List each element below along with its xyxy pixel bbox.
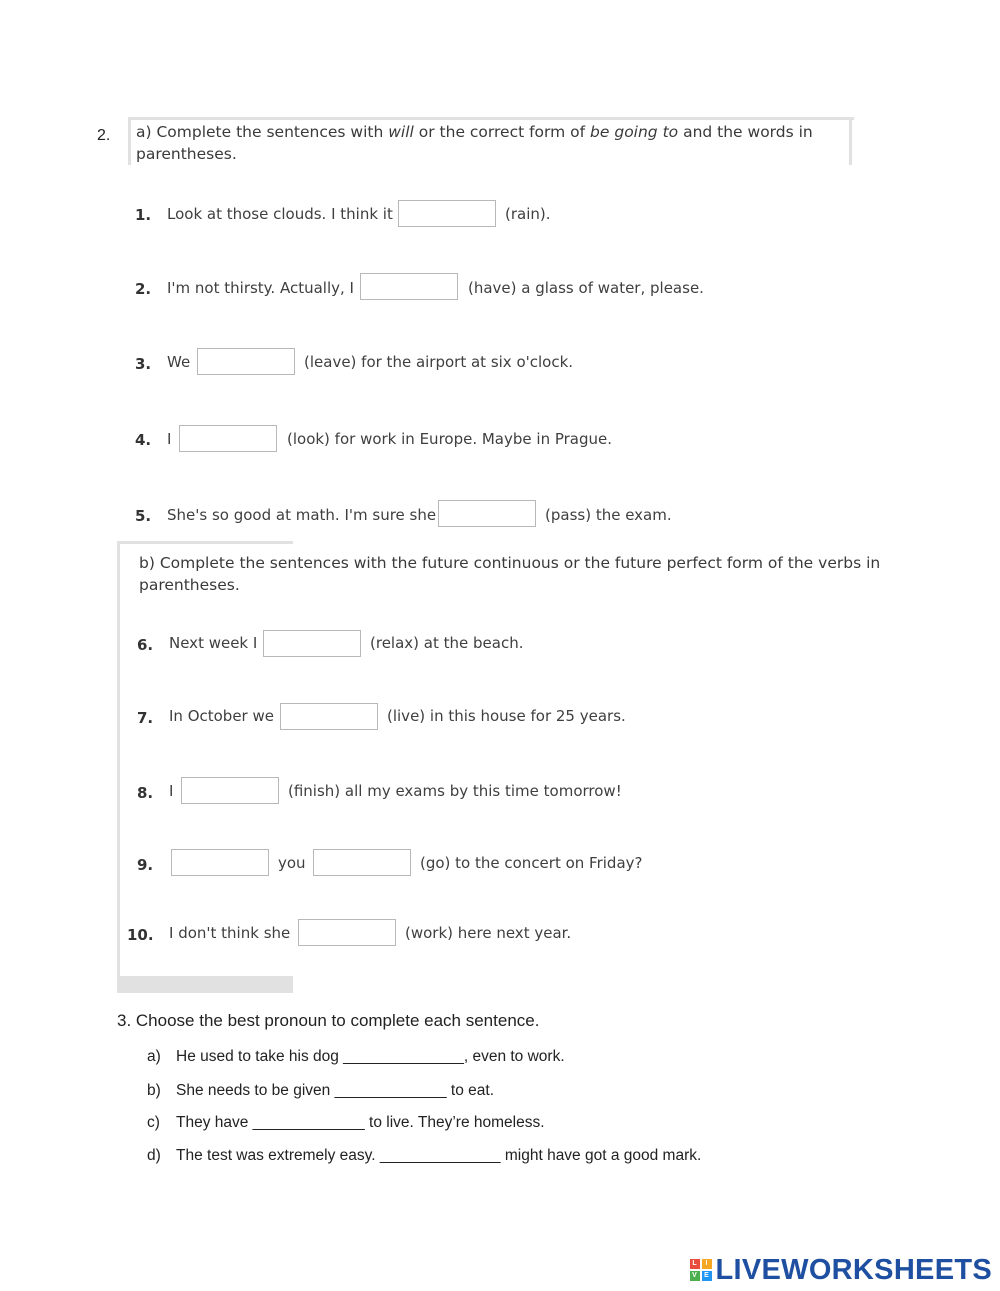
list-label: d) — [147, 1147, 161, 1164]
instruction-frame-top — [128, 117, 854, 120]
item-text-middle: you — [278, 854, 306, 872]
answer-input-3[interactable] — [197, 348, 295, 375]
list-item: The test was extremely easy. ______________ might have got a good mark. — [176, 1147, 702, 1164]
item-text-before: I don't think she — [169, 924, 291, 942]
item-text-before: She's so good at math. I'm sure she — [167, 506, 437, 524]
list-item: She needs to be given _____________ to eat. — [176, 1082, 495, 1099]
instruction-frame-left — [128, 117, 131, 165]
instruction-be-going-to: be going to — [590, 123, 679, 141]
item-number: 2. — [135, 280, 152, 298]
item-text-after: (live) in this house for 25 years. — [387, 707, 626, 725]
answer-input-9b[interactable] — [313, 849, 411, 876]
part-b-frame-top — [117, 541, 293, 544]
instruction-frame-right — [849, 117, 852, 165]
item-text-after: (have) a glass of water, please. — [468, 279, 704, 297]
item-text-before: In October we — [169, 707, 274, 725]
instruction-text: a) Complete the sentences with — [136, 123, 389, 141]
item-number: 7. — [137, 709, 154, 727]
answer-input-10[interactable] — [298, 919, 396, 946]
logo-text: LIVEWORKSHEETS — [715, 1253, 992, 1286]
item-text-after: (rain). — [505, 205, 551, 223]
item-text-before: Look at those clouds. I think it — [167, 205, 393, 223]
logo-mark-letter: L — [690, 1259, 700, 1269]
part-b-frame-left — [117, 541, 120, 993]
item-number: 4. — [135, 431, 152, 449]
instruction-text: or the correct form of — [413, 123, 591, 141]
item-number: 5. — [135, 507, 152, 525]
instruction-text: and the words in — [678, 123, 813, 141]
part-b-instruction — [139, 552, 899, 596]
answer-input-1[interactable] — [398, 200, 496, 227]
part-a-instruction — [136, 121, 846, 165]
logo-mark-letter: E — [702, 1271, 712, 1281]
item-number: 8. — [137, 784, 154, 802]
item-text-after: (finish) all my exams by this time tomorrow! — [288, 782, 622, 800]
exercise-3-title: 3. Choose the best pronoun to complete each sentence. — [117, 1011, 540, 1030]
list-item: He used to take his dog ______________, even to work. — [176, 1048, 565, 1065]
item-number: 9. — [137, 856, 154, 874]
part-b-frame-bottom — [117, 976, 293, 993]
logo-mark-letter: I — [702, 1259, 712, 1269]
item-text-before: I — [169, 782, 174, 800]
answer-input-4[interactable] — [179, 425, 277, 452]
list-label: a) — [147, 1048, 161, 1065]
instruction-will: will — [388, 123, 414, 141]
item-text-before: We — [167, 353, 191, 371]
answer-input-9a[interactable] — [171, 849, 269, 876]
item-number: 3. — [135, 355, 152, 373]
exercise-number: 2. — [97, 127, 111, 144]
answer-input-8[interactable] — [181, 777, 279, 804]
list-label: b) — [147, 1082, 161, 1099]
answer-input-7[interactable] — [280, 703, 378, 730]
answer-input-6[interactable] — [263, 630, 361, 657]
liveworksheets-logo — [690, 1252, 993, 1288]
logo-mark-icon — [690, 1259, 712, 1281]
answer-input-2[interactable] — [360, 273, 458, 300]
item-text-after: (leave) for the airport at six o'clock. — [304, 353, 574, 371]
item-text-after: (pass) the exam. — [545, 506, 672, 524]
list-item: They have _____________ to live. They’re homeless. — [176, 1114, 545, 1131]
instruction-line2: parentheses. — [139, 576, 240, 594]
item-number: 1. — [135, 206, 152, 224]
answer-input-5[interactable] — [438, 500, 536, 527]
item-number: 10. — [127, 926, 154, 944]
item-text-after: (relax) at the beach. — [370, 634, 524, 652]
logo-mark-letter: V — [690, 1271, 700, 1281]
item-text-before: I — [167, 430, 172, 448]
item-text-before: I'm not thirsty. Actually, I — [167, 279, 354, 297]
instruction-line2: parentheses. — [136, 145, 237, 163]
item-text-after: (look) for work in Europe. Maybe in Prague. — [287, 430, 613, 448]
list-label: c) — [147, 1114, 160, 1131]
item-text-after: (work) here next year. — [405, 924, 572, 942]
item-text-before: Next week I — [169, 634, 258, 652]
item-text-after: (go) to the concert on Friday? — [420, 854, 643, 872]
instruction-line1: b) Complete the sentences with the future continuous or the future perfect form of the verbs in — [139, 554, 881, 572]
item-number: 6. — [137, 636, 154, 654]
